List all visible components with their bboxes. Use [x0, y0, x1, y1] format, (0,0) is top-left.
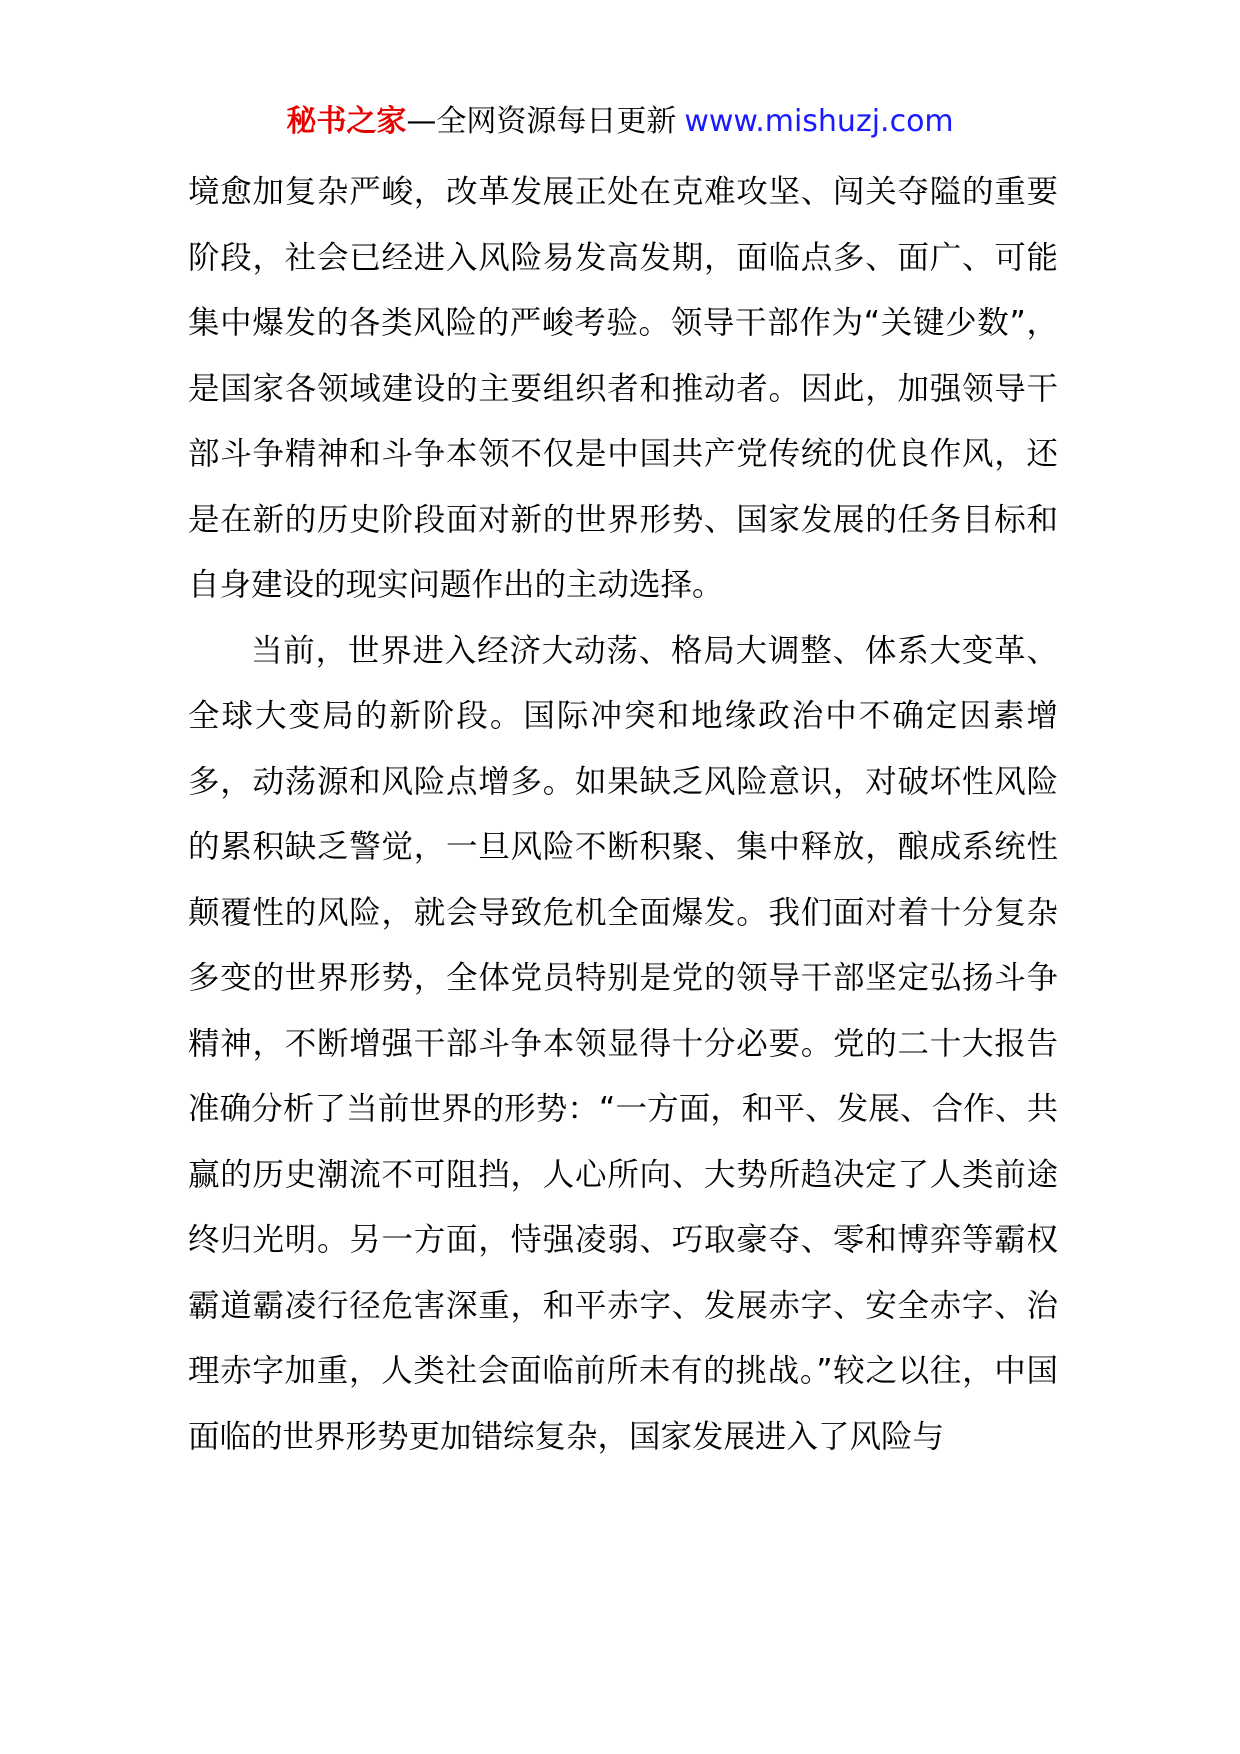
page-header — [0, 100, 1240, 144]
brand-name: 秘书之家 — [286, 104, 407, 139]
header-tagline: —全网资源每日更新 — [406, 104, 677, 139]
paragraph-continued: 境愈加复杂严峻，改革发展正处在克难攻坚、闯关夺隘的重要阶段，社会已经进入风险易发高发期，面临点多、面广、可能集中爆发的各类风险的严峻考验。领导干部作为“关键少数”，是国家各领域建设的主要组织者和推动者。因此，加强领导干部斗争精神和斗争本领不仅是中国共产党传统的优良作风，还是在新的历史阶段面对新的世界形势、国家发展的任务目标和自身建设的现实问题作出的主动选择。 — [188, 174, 1058, 603]
paragraph: 当前，世界进入经济大动荡、格局大调整、体系大变革、全球大变局的新阶段。国际冲突和地缘政治中不确定因素增多，动荡源和风险点增多。如果缺乏风险意识，对破坏性风险的累积缺乏警觉，一旦风险不断积聚、集中释放，酿成系统性颠覆性的风险，就会导致危机全面爆发。我们面对着十分复杂多变的世界形势，全体党员特别是党的领导干部坚定弘扬斗争精神，不断增强干部斗争本领显得十分必要。党的二十大报告准确分析了当前世界的形势：“一方面，和平、发展、合作、共赢的历史潮流不可阻挡，人心所向、大势所趋决定了人类前途终归光明。另一方面，恃强凌弱、巧取豪夺、零和博弈等霸权霸道霸凌行径危害深重，和平赤字、发展赤字、安全赤字、治理赤字加重，人类社会面临前所未有的挑战。”较之以往，中国面临的世界形势更加错综复杂，国家发展进入了风险与 — [188, 632, 1058, 1455]
website-link[interactable]: www.mishuzj.com — [684, 104, 954, 139]
document-body — [188, 160, 1058, 1470]
